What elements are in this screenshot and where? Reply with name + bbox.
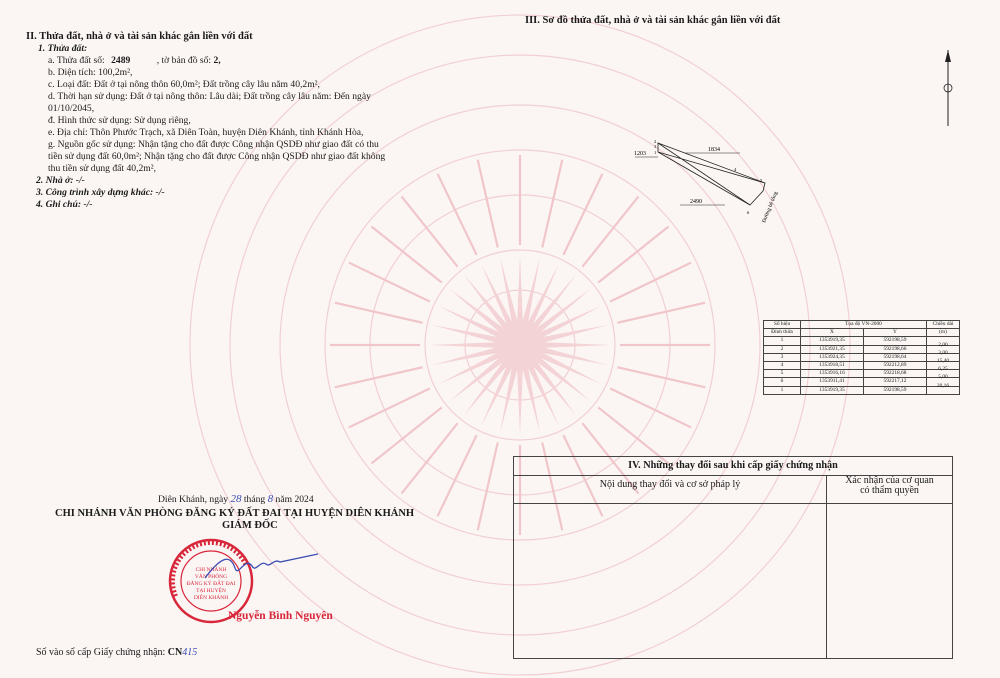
coord-cell-pt: 3	[764, 353, 801, 361]
land-type-line: c. Loại đất: Đất ở tại nông thôn 60,0m²; Đất trồng cây lâu năm 40,2m²,	[48, 79, 320, 90]
header-point-2: Đỉnh thửa	[764, 329, 801, 337]
section-4-title: IV. Những thay đổi sau khi cấp giấy chứng nhận	[514, 457, 952, 476]
coord-cell-pt: 2	[764, 345, 801, 353]
svg-text:ĐĂNG KÝ ĐẤT ĐAI: ĐĂNG KÝ ĐẤT ĐAI	[186, 581, 236, 587]
svg-text:CHI NHÁNH: CHI NHÁNH	[195, 567, 227, 573]
coord-cell-pt: 4	[764, 362, 801, 370]
origin-line-1: g. Nguồn gốc sử dụng: Nhận tặng cho đất được Công nhận QSDĐ như giao đất có thu	[48, 139, 379, 150]
svg-text:DIÊN KHÁNH: DIÊN KHÁNH	[193, 595, 229, 601]
north-arrow-icon	[938, 48, 958, 128]
coord-cell-y: 592198,59	[864, 386, 927, 394]
point-5: 5	[760, 178, 763, 183]
road-label: Đường bê tông	[761, 190, 780, 224]
svg-text:TẠI HUYỆN: TẠI HUYỆN	[196, 588, 226, 594]
book-entry-label: Số vào sổ cấp Giấy chứng nhận:	[36, 647, 166, 658]
changes-table	[513, 456, 953, 659]
coord-cell-y: 592217,12	[864, 378, 927, 386]
coord-cell-length	[927, 333, 960, 341]
coord-row	[764, 386, 960, 394]
use-form-line: đ. Hình thức sử dụng: Sử dụng riêng,	[48, 115, 191, 126]
parcel-line	[48, 55, 221, 67]
term-line-2: 01/10/2045,	[48, 103, 95, 114]
label-1834: 1834	[708, 147, 720, 153]
coordinate-table	[763, 320, 960, 395]
coord-cell-length: 5,00	[927, 374, 960, 382]
coord-cell-x: 1353916,16	[801, 370, 864, 378]
coord-cell-y: 592198,64	[864, 353, 927, 361]
coord-cell-y: 592198,59	[864, 337, 927, 345]
coord-cell-pt: 1	[764, 386, 801, 394]
origin-line-2: tiền sử dụng đất 60,0m²; Nhận tặng cho đất được Công nhận QSDĐ như giao đất không	[48, 151, 386, 162]
date-day: 28	[230, 493, 242, 505]
construction-line: 3. Công trình xây dựng khác: -/-	[36, 187, 165, 198]
house-line: 2. Nhà ở: -/-	[36, 175, 85, 186]
changes-col-confirm	[826, 476, 953, 496]
book-entry	[36, 647, 197, 659]
notes-line: 4. Ghi chú: -/-	[36, 199, 93, 210]
map-sheet-label: , tờ bản đồ số:	[156, 55, 212, 66]
area-line: b. Diện tích: 100,2m²,	[48, 67, 133, 78]
map-sheet-number: 2,	[213, 55, 221, 66]
coord-cell-y: 592198,66	[864, 345, 927, 353]
signer-role: GIÁM ĐỐC	[222, 520, 278, 531]
section-3-title: III. Sơ đồ thửa đất, nhà ở và tài sản khác gắn liền với đất	[525, 15, 781, 26]
confirm-line-2: có thẩm quyền	[860, 485, 919, 496]
header-length-unit: (m)	[927, 329, 960, 337]
handwritten-signature	[200, 548, 325, 588]
header-x: X	[801, 329, 864, 337]
coord-cell-length: 20,16	[927, 382, 960, 390]
coord-cell-length: 2,00	[927, 341, 960, 349]
label-2490: 2490	[690, 199, 702, 205]
header-point: Số hiệu	[764, 321, 801, 329]
coord-cell-y: 592218,68	[864, 370, 927, 378]
header-y: Y	[864, 329, 927, 337]
origin-line-3: thu tiền sử dụng đất 40,2m²,	[48, 163, 157, 174]
point-4: 4	[734, 167, 737, 172]
book-entry-number: 415	[182, 647, 198, 658]
coord-cell-length: 15,40	[927, 358, 960, 366]
label-1203: 1203	[634, 151, 646, 157]
term-line-1: d. Thời hạn sử dụng: Đất ở tại nông thôn: Lâu dài; Đất trồng cây lâu năm: Đến ngày	[48, 91, 371, 102]
parcel-number: 2489	[111, 55, 131, 66]
date-year: năm 2024	[275, 494, 314, 505]
coord-cell-x: 1353924,35	[801, 353, 864, 361]
coord-cell-x: 1353918,51	[801, 362, 864, 370]
coord-cell-x: 1353911,41	[801, 378, 864, 386]
signer-name: Nguyễn Bình Nguyên	[228, 610, 333, 622]
month-prefix: tháng	[243, 494, 266, 505]
coord-cell-x: 1353919,35	[801, 337, 864, 345]
section-2-title: II. Thửa đất, nhà ở và tài sản khác gắn liền với đất	[26, 31, 253, 42]
coord-cell-y: 592212,89	[864, 362, 927, 370]
parcel-label: a. Thửa đất số:	[48, 55, 105, 66]
book-entry-code: CN	[167, 647, 183, 658]
date-month: 8	[267, 493, 274, 505]
coord-cell-x: 1353921,35	[801, 345, 864, 353]
issuing-org: CHI NHÁNH VĂN PHÒNG ĐĂNG KÝ ĐẤT ĐAI TẠI HUYỆN DIÊN KHÁNH	[55, 508, 415, 519]
land-heading: 1. Thửa đất:	[38, 43, 88, 54]
point-1: 1	[654, 150, 657, 155]
coord-cell-pt: 1	[764, 337, 801, 345]
confirm-line-1: Xác nhận của cơ quan	[845, 475, 934, 486]
point-6: 6	[747, 210, 750, 215]
header-length: Chiều dài	[927, 321, 960, 329]
coord-cell-length: 3,00	[927, 349, 960, 357]
changes-col-content: Nội dung thay đổi và cơ sở pháp lý	[599, 479, 741, 490]
date-prefix: Diên Khánh, ngày	[158, 494, 229, 505]
coord-cell-pt: 6	[764, 378, 801, 386]
address-line: e. Địa chỉ: Thôn Phước Trạch, xã Diên Toàn, huyện Diên Khánh, tỉnh Khánh Hòa,	[48, 127, 364, 138]
svg-text:VĂN PHÒNG: VĂN PHÒNG	[194, 574, 228, 580]
point-3: 3	[654, 144, 657, 149]
coord-cell-length: 6,25	[927, 366, 960, 374]
parcel-sketch	[630, 135, 790, 230]
point-2: 2	[654, 139, 657, 144]
header-coord: Tọa độ VN-2000	[801, 321, 927, 329]
coord-cell-x: 1353919,35	[801, 386, 864, 394]
coord-cell-pt: 5	[764, 370, 801, 378]
signing-date	[158, 494, 314, 506]
